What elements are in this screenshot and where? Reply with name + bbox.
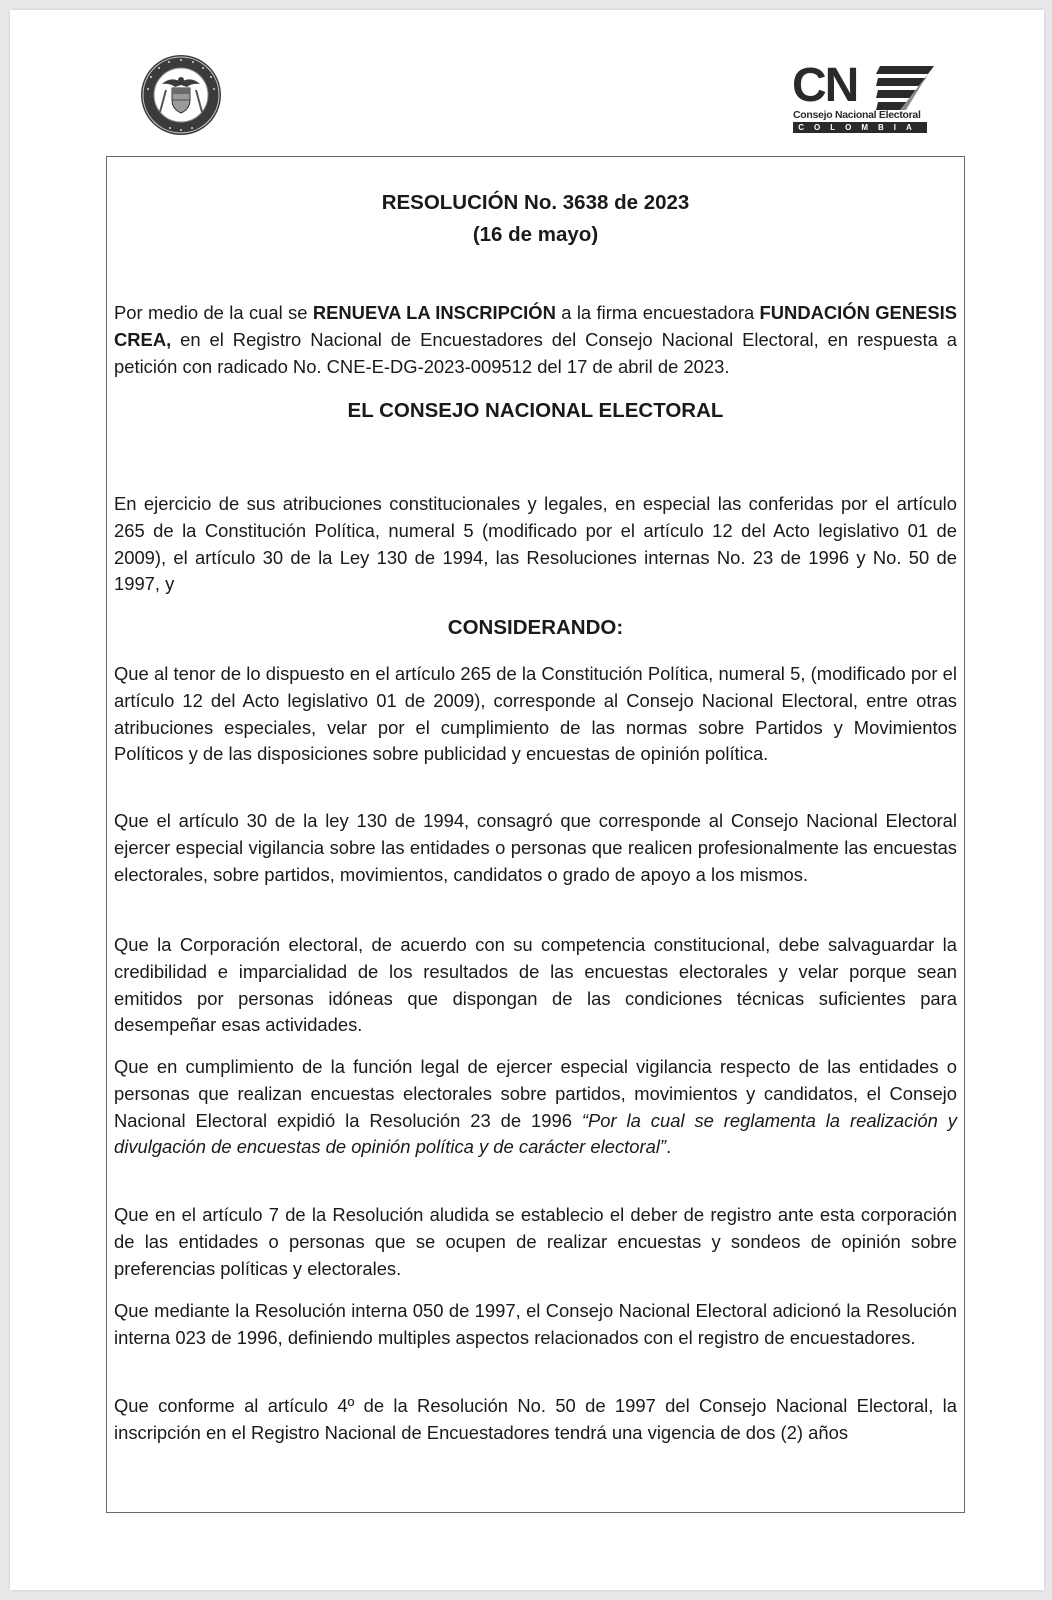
considerando-paragraph-2 bbox=[114, 808, 957, 888]
resolution-title: RESOLUCIÓN No. 3638 de 2023 bbox=[381, 191, 690, 214]
preamble-text: En ejercicio de sus atribuciones constitucionales y legales, en especial las conferidas por el artículo 265 de la Constitución Política, numeral 5 (modificado por el artículo 12 del Acto legislativo 01 de 2009), el artículo 30 de la Ley 130 de 1994, las Resoluciones internas No. 23 de 1996 y No. 50 de 1997, y bbox=[114, 493, 957, 595]
considerando-heading: CONSIDERANDO: bbox=[447, 616, 624, 639]
summary-text: Por medio de la cual se bbox=[114, 302, 313, 323]
resolution-date: (16 de mayo) bbox=[472, 223, 599, 246]
paragraph-text: Que el artículo 30 de la ley 130 de 1994, consagró que corresponde al Consejo Nacional Electoral ejercer especial vigilancia sobre las entidades o personas que realicen profesionalmente las encuestas electorales, sobre partidos, movimientos, candidatos o grado de apoyo a los mismos. bbox=[114, 810, 957, 885]
summary-bold-action: RENUEVA LA INSCRIPCIÓN bbox=[312, 302, 556, 323]
considerando-paragraph-3 bbox=[114, 932, 957, 1039]
document-frame bbox=[106, 156, 965, 1513]
resolution-quote: “Por la cual se reglamenta la realización y divulgación de encuestas de opinión política y de carácter electoral” bbox=[114, 1109, 957, 1158]
summary-text: a la firma encuestadora bbox=[555, 302, 760, 323]
paragraph-text: Que conforme al artículo 4º de la Resolución No. 50 de 1997 del Consejo Nacional Electoral, la inscripción en el Registro Nacional de Encuestadores tendrá una vigencia de dos (2) años bbox=[114, 1395, 957, 1443]
cne-logo bbox=[792, 59, 932, 134]
paragraph-text: Que la Corporación electoral, de acuerdo con su competencia constitucional, debe salvaguardar la credibilidad e imparcialidad de los resultados de las encuestas electorales y velar porque sean emitidos por personas idóneas que dispongan de las condiciones técnicas suficientes para desempeñar esas actividades. bbox=[114, 934, 957, 1036]
paragraph-text: Que al tenor de lo dispuesto en el artículo 265 de la Constitución Política, numeral 5, (modificado por el artículo 12 del Acto legislativo 01 de 2009), corresponde al Consejo Nacional Electoral, entre otras atribuciones especiales, velar por el cumplimiento de las normas sobre Partidos y Movimientos Políticos y de las disposiciones sobre publicidad y encuestas de opinión política. bbox=[114, 663, 957, 765]
cne-logo-stripes-icon bbox=[876, 66, 934, 110]
paragraph-text: Que en cumplimiento de la función legal de ejercer especial vigilancia respecto de las entidades o personas que realizan encuestas electorales sobre partidos, movimientos y candidatos, el Consejo Nacional Electoral expidió la Resolución 23 de 1996 bbox=[114, 1056, 957, 1131]
resolution-summary bbox=[114, 300, 957, 380]
paragraph-text: . bbox=[666, 1136, 672, 1158]
coat-of-arms-seal-icon bbox=[140, 54, 222, 136]
considerando-paragraph-5 bbox=[114, 1202, 957, 1282]
document-page bbox=[10, 10, 1044, 1590]
cne-logo-letters: CN bbox=[792, 59, 858, 112]
considerando-paragraph-7 bbox=[114, 1393, 957, 1447]
considerando-paragraph-1 bbox=[114, 661, 957, 768]
cne-logo-name: Consejo Nacional Electoral bbox=[793, 109, 921, 121]
cne-logo-country: COLOMBIA bbox=[793, 122, 927, 133]
paragraph-text: Que en el artículo 7 de la Resolución aludida se establecio el deber de registro ante esta corporación de las entidades o personas que se ocupen de realizar encuestas y sondeos de opinión sobre preferencias políticas y electorales. bbox=[114, 1204, 957, 1279]
summary-bold-firm: FUNDACIÓN GENESIS CREA, bbox=[114, 302, 958, 350]
summary-text: en el Registro Nacional de Encuestadores del Consejo Nacional Electoral, en respuesta a petición con radicado No. CNE-E-DG-2023-009512 del 17 de abril de 2023. bbox=[114, 328, 957, 377]
issuer-heading: EL CONSEJO NACIONAL ELECTORAL bbox=[347, 399, 724, 422]
considerando-paragraph-6 bbox=[114, 1298, 957, 1352]
paragraph-text: Que mediante la Resolución interna 050 de 1997, el Consejo Nacional Electoral adicionó la Resolución interna 023 de 1996, definiendo multiples aspectos relacionados con el registro de encuestadores. bbox=[114, 1300, 957, 1348]
considerando-paragraph-4 bbox=[114, 1054, 957, 1161]
preamble-paragraph bbox=[114, 491, 957, 598]
